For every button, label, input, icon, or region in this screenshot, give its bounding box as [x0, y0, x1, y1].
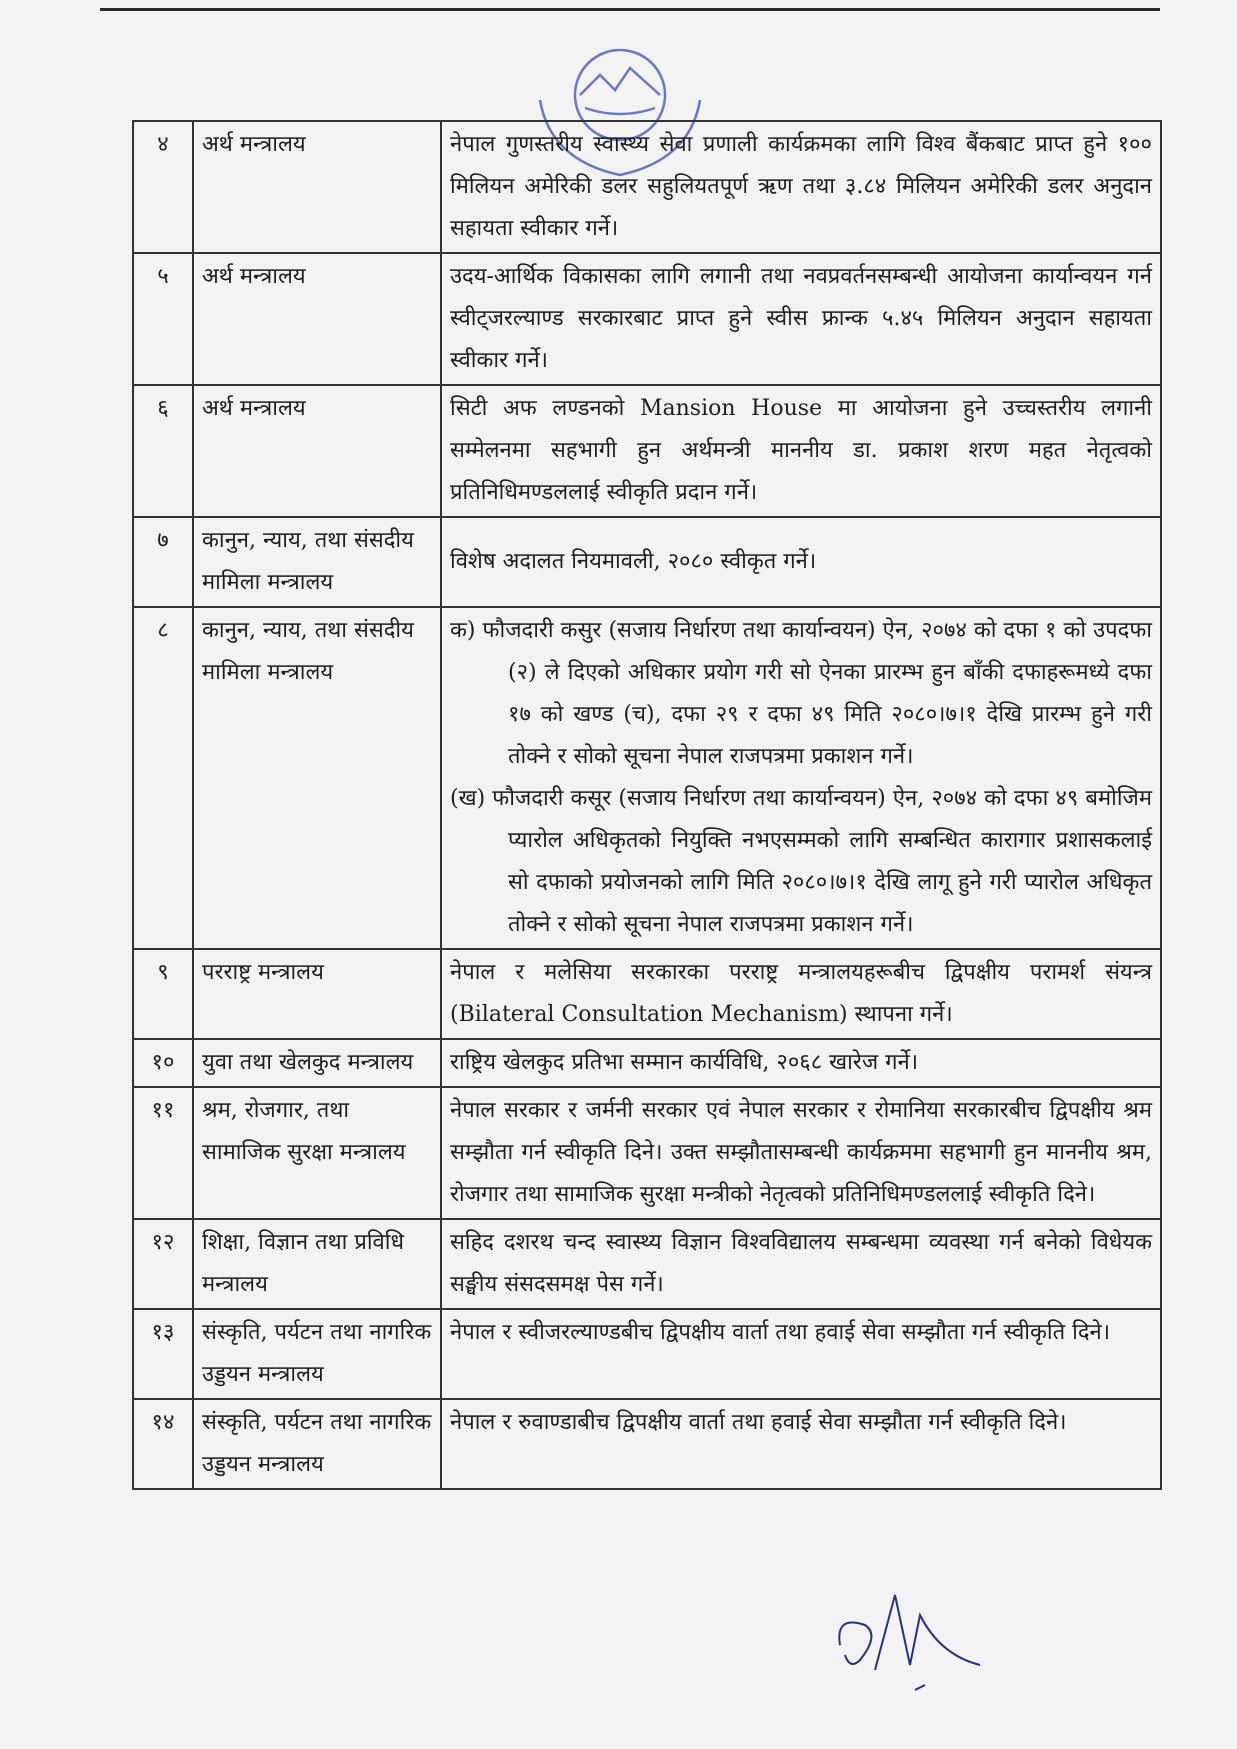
row-number: ११ — [133, 1087, 193, 1219]
decision-text: उदय-आर्थिक विकासका लागि लगानी तथा नवप्रवर्तनसम्बन्धी आयोजना कार्यान्वयन गर्न स्वीट्जरल्याण्ड सरकारबाट प्राप्त हुने स्वीस फ्रान्क ५.४५ मिलियन अनुदान सहायता स्वीकार गर्ने। — [441, 253, 1161, 385]
row-number: ४ — [133, 121, 193, 253]
ministry-name: अर्थ मन्त्रालय — [193, 253, 441, 385]
row-number: १४ — [133, 1399, 193, 1489]
row-number: ९ — [133, 949, 193, 1039]
ministry-name: संस्कृति, पर्यटन तथा नागरिक उड्डयन मन्त्रालय — [193, 1399, 441, 1489]
table-row — [133, 1219, 1161, 1309]
decision-text: विशेष अदालत नियमावली, २०८० स्वीकृत गर्ने। — [441, 517, 1161, 607]
row-number: ६ — [133, 385, 193, 517]
decision-text: नेपाल र रुवाण्डाबीच द्विपक्षीय वार्ता तथा हवाई सेवा सम्झौता गर्न स्वीकृति दिने। — [441, 1399, 1161, 1489]
row-number: ७ — [133, 517, 193, 607]
row-number: १३ — [133, 1309, 193, 1399]
row-number: ८ — [133, 607, 193, 949]
ministry-name: संस्कृति, पर्यटन तथा नागरिक उड्डयन मन्त्रालय — [193, 1309, 441, 1399]
row-number: ५ — [133, 253, 193, 385]
decision-text: नेपाल र स्वीजरल्याण्डबीच द्विपक्षीय वार्ता तथा हवाई सेवा सम्झौता गर्न स्वीकृति दिने। — [441, 1309, 1161, 1399]
ministry-name: अर्थ मन्त्रालय — [193, 121, 441, 253]
table-row — [133, 1087, 1161, 1219]
ministry-name: शिक्षा, विज्ञान तथा प्रविधि मन्त्रालय — [193, 1219, 441, 1309]
table-row — [133, 1399, 1161, 1489]
decision-text: सिटी अफ लण्डनको Mansion House मा आयोजना हुने उच्चस्तरीय लगानी सम्मेलनमा सहभागी हुन अर्थमन्त्री माननीय डा. प्रकाश शरण महत नेतृत्वको प्रतिनिधिमण्डललाई स्वीकृति प्रदान गर्ने। — [441, 385, 1161, 517]
decision-text: राष्ट्रिय खेलकुद प्रतिभा सम्मान कार्यविधि, २०६८ खारेज गर्ने। — [441, 1039, 1161, 1087]
row-number: १० — [133, 1039, 193, 1087]
table-row — [133, 121, 1161, 253]
cabinet-decisions-table — [132, 120, 1162, 1490]
table-row — [133, 385, 1161, 517]
table-row — [133, 1309, 1161, 1399]
decision-subitem-b: (ख) फौजदारी कसूर (सजाय निर्धारण तथा कार्यान्वयन) ऐन, २०७४ को दफा ४९ बमोजिम प्यारोल अधिकृतको नियुक्ति नभएसम्मको लागि सम्बन्धित कारागार प्रशासकलाई सो दफाको प्रयोजनको लागि मिति २०८०।७।१ देखि लागू हुने गरी प्यारोल अधिकृत तोक्ने र सोको सूचना नेपाल राजपत्रमा प्रकाशन गर्ने। — [450, 786, 1152, 937]
ministry-name: श्रम, रोजगार, तथा सामाजिक सुरक्षा मन्त्रालय — [193, 1087, 441, 1219]
row-number: १२ — [133, 1219, 193, 1309]
ministry-name: कानुन, न्याय, तथा संसदीय मामिला मन्त्रालय — [193, 517, 441, 607]
decision-text: नेपाल र मलेसिया सरकारका परराष्ट्र मन्त्रालयहरूबीच द्विपक्षीय परामर्श संयन्त्र (Bilateral Consultation Mechanism) स्थापना गर्ने। — [441, 949, 1161, 1039]
ministry-name: परराष्ट्र मन्त्रालय — [193, 949, 441, 1039]
top-border-line — [100, 8, 1160, 11]
decision-text: नेपाल गुणस्तरीय स्वास्थ्य सेवा प्रणाली कार्यक्रमका लागि विश्व बैंकबाट प्राप्त हुने १०० मिलियन अमेरिकी डलर सहुलियतपूर्ण ऋण तथा ३.८४ मिलियन अमेरिकी डलर अनुदान सहायता स्वीकार गर्ने। — [441, 121, 1161, 253]
table-row — [133, 253, 1161, 385]
decision-text: नेपाल सरकार र जर्मनी सरकार एवं नेपाल सरकार र रोमानिया सरकारबीच द्विपक्षीय श्रम सम्झौता गर्न स्वीकृति दिने। उक्त सम्झौतासम्बन्धी कार्यक्रममा सहभागी हुन माननीय श्रम, रोजगार तथा सामाजिक सुरक्षा मन्त्रीको नेतृत्वको प्रतिनिधिमण्डललाई स्वीकृति दिने। — [441, 1087, 1161, 1219]
ministry-name: युवा तथा खेलकुद मन्त्रालय — [193, 1039, 441, 1087]
ministry-name: कानुन, न्याय, तथा संसदीय मामिला मन्त्रालय — [193, 607, 441, 949]
ministry-name: अर्थ मन्त्रालय — [193, 385, 441, 517]
handwritten-signature — [820, 1585, 1000, 1705]
table-row — [133, 517, 1161, 607]
table-row — [133, 607, 1161, 949]
decision-subitem-a: क) फौजदारी कसुर (सजाय निर्धारण तथा कार्यान्वयन) ऐन, २०७४ को दफा १ को उपदफा (२) ले दिएको अधिकार प्रयोग गरी सो ऐनका प्रारम्भ हुन बाँकी दफाहरूमध्ये दफा १७ को खण्ड (च), दफा २९ र दफा ४९ मिति २०८०।७।१ देखि प्रारम्भ हुने गरी तोक्ने र सोको सूचना नेपाल राजपत्रमा प्रकाशन गर्ने। — [450, 618, 1152, 769]
decision-text: सहिद दशरथ चन्द स्वास्थ्य विज्ञान विश्वविद्यालय सम्बन्धमा व्यवस्था गर्न बनेको विधेयक सङ्घीय संसदसमक्ष पेस गर्ने। — [441, 1219, 1161, 1309]
table-row — [133, 1039, 1161, 1087]
table-row — [133, 949, 1161, 1039]
decision-text — [441, 607, 1161, 949]
